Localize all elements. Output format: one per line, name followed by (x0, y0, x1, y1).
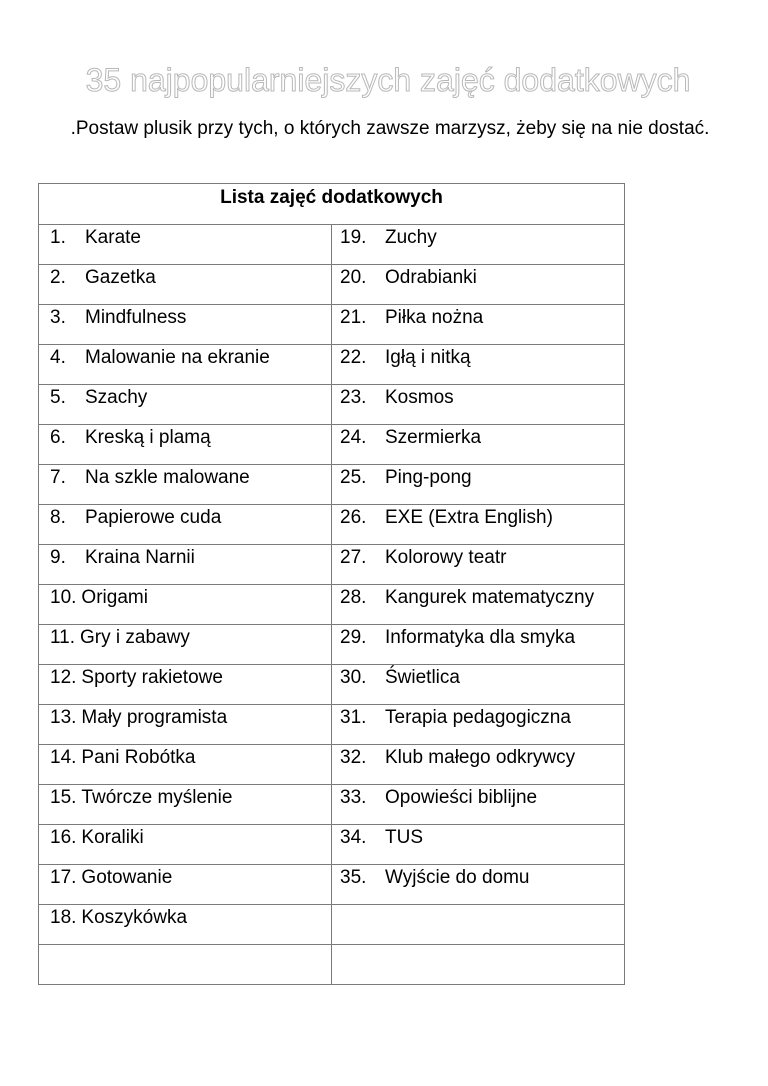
activity-label: Kosmos (385, 387, 454, 408)
activity-item (332, 705, 624, 730)
activity-cell-right[interactable] (332, 345, 625, 385)
activity-label: Odrabianki (385, 267, 477, 288)
activity-number: 30. (340, 667, 367, 688)
table-row (39, 305, 625, 345)
activity-label: Papierowe cuda (85, 507, 222, 528)
activity-item (39, 945, 331, 970)
activity-item (39, 705, 331, 730)
activity-label: Sporty rakietowe (81, 667, 223, 688)
activity-number: 1. (50, 227, 66, 248)
activity-number: 7. (50, 467, 66, 488)
activity-item (332, 825, 624, 850)
activity-cell-left[interactable] (39, 265, 332, 305)
activity-label: Koraliki (81, 827, 144, 848)
activity-item (332, 225, 624, 250)
activity-number: 27. (340, 547, 367, 568)
activity-label: Origami (81, 587, 148, 608)
activity-item (332, 745, 624, 770)
activity-number: 35. (340, 867, 367, 888)
activity-cell-right[interactable] (332, 545, 625, 585)
activity-label: EXE (Extra English) (385, 507, 553, 528)
activity-number: 20. (340, 267, 367, 288)
activity-cell-left[interactable] (39, 625, 332, 665)
activity-cell-left[interactable] (39, 425, 332, 465)
activity-item (39, 745, 331, 770)
activity-label: Świetlica (385, 667, 460, 688)
activity-label: Terapia pedagogiczna (385, 707, 571, 728)
activity-number: 29. (340, 627, 367, 648)
activity-cell-left[interactable] (39, 465, 332, 505)
activity-cell-right[interactable] (332, 225, 625, 265)
table-header-row (39, 184, 625, 225)
activity-item (332, 465, 624, 490)
page-title: 35 najpopularniejszych zajęć dodatkowych (85, 62, 691, 98)
table-row (39, 745, 625, 785)
activity-label: Ping-pong (385, 467, 472, 488)
activity-number: 15. (50, 787, 77, 808)
table-row (39, 345, 625, 385)
activity-item (332, 785, 624, 810)
activity-cell-right[interactable] (332, 305, 625, 345)
activity-number: 2. (50, 267, 66, 288)
activity-item (332, 265, 624, 290)
table-row (39, 465, 625, 505)
activity-item (332, 305, 624, 330)
activity-cell-right[interactable] (332, 705, 625, 745)
activity-cell-left[interactable] (39, 825, 332, 865)
activity-label: Szermierka (385, 427, 482, 448)
activity-item (39, 585, 331, 610)
activity-label: Mały programista (81, 707, 228, 728)
activity-cell-left[interactable] (39, 905, 332, 945)
activity-number: 9. (50, 547, 66, 568)
activity-item (332, 505, 624, 530)
activity-label: Informatyka dla smyka (385, 627, 576, 648)
table-row (39, 625, 625, 665)
table-row (39, 665, 625, 705)
activity-label: Gry i zabawy (80, 627, 190, 648)
activity-label: Igłą i nitką (385, 347, 471, 368)
activity-cell-right[interactable] (332, 465, 625, 505)
activity-number: 10. (50, 587, 77, 608)
activity-cell-left[interactable] (39, 345, 332, 385)
activity-label: Gazetka (85, 267, 156, 288)
table-row (39, 705, 625, 745)
activity-item (332, 665, 624, 690)
activity-label: Gotowanie (81, 867, 173, 888)
activity-cell-left[interactable] (39, 785, 332, 825)
activity-item (39, 465, 331, 490)
table-row (39, 825, 625, 865)
activity-label: Na szkle malowane (85, 467, 250, 488)
activity-item (332, 905, 624, 930)
activity-number: 23. (340, 387, 367, 408)
table-row (39, 865, 625, 905)
activity-cell-right[interactable] (332, 625, 625, 665)
activity-item (39, 865, 331, 890)
activity-number: 17. (50, 867, 77, 888)
activity-number: 5. (50, 387, 66, 408)
activity-label: Kolorowy teatr (385, 547, 507, 568)
table-body (39, 225, 625, 985)
activity-cell-right[interactable] (332, 825, 625, 865)
activity-cell-right[interactable] (332, 265, 625, 305)
activity-item (39, 545, 331, 570)
activity-number: 19. (340, 227, 367, 248)
activity-item (39, 385, 331, 410)
activity-number: 34. (340, 827, 367, 848)
table-row (39, 225, 625, 265)
activity-cell-left[interactable] (39, 385, 332, 425)
activity-number: 22. (340, 347, 367, 368)
activity-number: 11. (50, 627, 76, 648)
activity-label: Kreską i plamą (85, 427, 211, 448)
activity-cell-right[interactable] (332, 745, 625, 785)
activity-label: Pani Robótka (81, 747, 196, 768)
activity-label: Mindfulness (85, 307, 187, 328)
activity-number: 26. (340, 507, 367, 528)
table-row (39, 265, 625, 305)
activity-item (39, 345, 331, 370)
activity-item (332, 585, 624, 610)
activity-cell-left[interactable] (39, 585, 332, 625)
activity-number: 32. (340, 747, 367, 768)
activity-cell-left[interactable] (39, 705, 332, 745)
activity-item (332, 425, 624, 450)
activity-number: 3. (50, 307, 66, 328)
table-row (39, 505, 625, 545)
activity-number: 25. (340, 467, 367, 488)
activity-label: Piłka nożna (385, 307, 484, 328)
table-row (39, 425, 625, 465)
activity-number: 14. (50, 747, 77, 768)
activity-cell-right[interactable] (332, 505, 625, 545)
activity-item (39, 625, 331, 650)
activity-item (39, 785, 331, 810)
activity-item (332, 865, 624, 890)
activity-item (332, 945, 624, 970)
instruction-text: .Postaw plusik przy tych, o których zawsze marzysz, żeby się na nie dostać. (70, 118, 710, 139)
activity-label: Malowanie na ekranie (85, 347, 270, 368)
activity-label: Zuchy (385, 227, 437, 248)
activity-number: 12. (50, 667, 77, 688)
activity-item (332, 385, 624, 410)
table-row (39, 945, 625, 985)
activity-cell-right[interactable] (332, 905, 625, 945)
table-row (39, 385, 625, 425)
activity-cell-left[interactable] (39, 865, 332, 905)
activity-label: Kangurek matematyczny (385, 587, 595, 608)
activity-cell-left[interactable] (39, 945, 332, 985)
activity-label: Kraina Narnii (85, 547, 195, 568)
activity-cell-right[interactable] (332, 865, 625, 905)
activity-cell-left[interactable] (39, 745, 332, 785)
activity-cell-left[interactable] (39, 305, 332, 345)
activity-number: 18. (50, 907, 77, 928)
activity-cell-left[interactable] (39, 545, 332, 585)
activity-number: 24. (340, 427, 367, 448)
activity-item (332, 545, 624, 570)
activity-label: Wyjście do domu (385, 867, 530, 888)
activity-label: Karate (85, 227, 141, 248)
activity-item (39, 905, 331, 930)
activity-item (39, 425, 331, 450)
activity-label: Klub małego odkrywcy (385, 747, 576, 768)
activity-label: Koszykówka (81, 907, 188, 928)
activity-item (39, 665, 331, 690)
activity-cell-left[interactable] (39, 505, 332, 545)
activity-cell-right[interactable] (332, 945, 625, 985)
activity-item (39, 225, 331, 250)
activity-number: 16. (50, 827, 77, 848)
activity-cell-right[interactable] (332, 425, 625, 465)
activity-cell-right[interactable] (332, 585, 625, 625)
activity-number: 6. (50, 427, 66, 448)
activity-item (332, 345, 624, 370)
table-row (39, 585, 625, 625)
table-row (39, 905, 625, 945)
activity-cell-right[interactable] (332, 665, 625, 705)
table-header: Lista zajęć dodatkowych (39, 184, 625, 225)
activity-label: TUS (385, 827, 423, 848)
activity-number: 4. (50, 347, 66, 368)
activity-number: 13. (50, 707, 77, 728)
activity-number: 8. (50, 507, 66, 528)
activity-item (39, 505, 331, 530)
activity-cell-left[interactable] (39, 665, 332, 705)
activity-item (39, 265, 331, 290)
activity-item (39, 825, 331, 850)
activity-label: Opowieści biblijne (385, 787, 538, 808)
activity-cell-left[interactable] (39, 225, 332, 265)
table-row (39, 785, 625, 825)
activity-number: 21. (340, 307, 367, 328)
activity-item (332, 625, 624, 650)
activity-cell-right[interactable] (332, 785, 625, 825)
activity-number: 28. (340, 587, 367, 608)
activities-table (38, 183, 625, 985)
activity-label: Twórcze myślenie (81, 787, 233, 808)
activity-item (39, 305, 331, 330)
table-row (39, 545, 625, 585)
activity-label: Szachy (85, 387, 148, 408)
activity-number: 31. (340, 707, 367, 728)
activity-cell-right[interactable] (332, 385, 625, 425)
activity-number: 33. (340, 787, 367, 808)
